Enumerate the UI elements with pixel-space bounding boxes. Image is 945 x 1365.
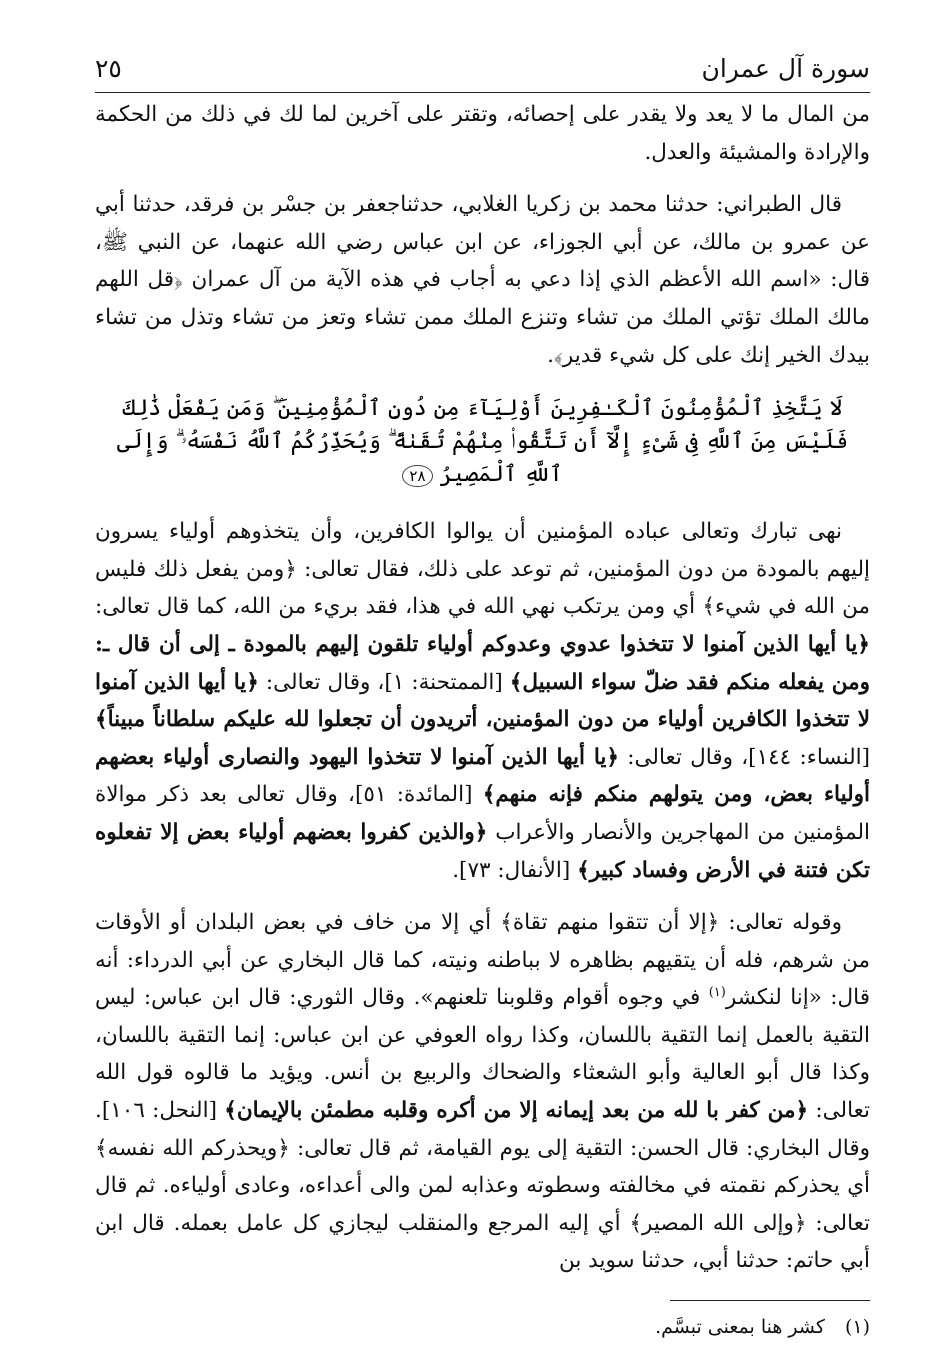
- quran-verse: [95, 392, 870, 491]
- paragraph-3: [95, 513, 870, 889]
- p4-quote-c: ﴿من كفر با لله من بعد إيمانه إلا من أكره وقلبه مطمئن بالإيمان﴾: [224, 1098, 809, 1124]
- p3-quote-b: ﴿يا أيها الذين آمنوا لا تتخذوا عدوي وعدوكم أولياء تلقون إليهم بالمودة ـ إلى أن قال ـ: ومن يفعله منكم فقد ضلّ سواء السبيل﴾: [95, 631, 870, 695]
- p4-text-a: وقوله تعالى: ﴿إلا أن تتقوا منهم تقاة﴾ أي إلا من خاف في بعض البلدان أو الأوقات من شرهم، فله أن يتقيهم بظاهره لا بباطنه ونيته، كما قال البخاري عن أبي الدرداء: أنه قال: «إنا لنكشر: [95, 910, 870, 1011]
- footnote: [95, 1312, 870, 1342]
- p4-text-b: في وجوه أقوام وقلوبنا تلعنهم». وقال الثوري: قال ابن عباس: ليس التقية بالعمل إنما التقية باللسان، وكذا رواه العوفي عن ابن عباس: إنما التقية باللسان، وكذا قال أبو العالية وأبو الشعثاء والضحاك والربيع بن أنس. ويؤيد ما قالوه قول الله تعالى:: [95, 985, 870, 1124]
- p4-text-d: [النحل: ١٠٦]. وقال البخاري: قال الحسن: التقية إلى يوم القيامة، ثم قال تعالى: ﴿ويحذركم الله نفسه﴾ أي يحذركم نقمته في مخالفته وسطوته وعذابه لمن والى أعداءه، وعادى أولياءه. ثم قال تعالى: ﴿وإلى الله المصير﴾ أي إليه المرجع والمنقلب ليجازي كل عامل بعمله. قال ابن أبي حاتم: حدثنا أبي، حدثنا سويد بن: [95, 1098, 870, 1274]
- footnote-number: (١): [844, 1316, 870, 1338]
- surah-title: سورة آل عمران: [701, 54, 870, 83]
- p3-text-a: نهى تبارك وتعالى عباده المؤمنين أن يوالوا الكافرين، وأن يتخذوهم أولياء يسرون إليهم بالمودة من دون المؤمنين، ثم توعد على ذلك، فقال تعالى: ﴿ومن يفعل ذلك فليس من الله في شيء﴾ أي ومن يرتكب نهي الله في هذا، فقد بريء من الله، كما قال تعالى:: [95, 519, 870, 620]
- footnote-text: كشر هنا بمعنى تبسَّم.: [655, 1316, 825, 1338]
- paragraph-4: [95, 904, 870, 1280]
- page-number: ٢٥: [95, 54, 122, 83]
- footnote-divider: [670, 1300, 870, 1301]
- paragraph-1: من المال ما لا يعد ولا يقدر على إحصائه، وتقتر على آخرين لما لك في ذلك من الحكمة والإرادة والمشيئة والعدل.: [95, 102, 870, 165]
- p3-text-c: [الممتحنة: ١]، وقال تعالى:: [258, 669, 510, 695]
- footnote-reference[interactable]: (١): [708, 985, 726, 1001]
- paragraph-2: قال الطبراني: حدثنا محمد بن زكريا الغلابي، حدثناجعفر بن جسْر بن فرقد، حدثنا أبي عن عمرو بن مالك، عن أبي الجوزاء، عن ابن عباس رضي الله عنهما، عن النبي ﷺ، قال: «اسم الله الأعظم الذي إذا دعي به أجاب في هذه الآية من آل عمران ﴿قل اللهم مالك الملك تؤتي الملك من تشاء وتنزع الملك ممن تشاء وتعز من تشاء وتذل من تشاء بيدك الخير إنك على كل شيء قدير﴾.: [95, 192, 870, 368]
- page-header: [95, 50, 870, 93]
- p3-quote-f: ﴿يا أيها الذين آمنوا لا تتخذوا اليهود والنصارى أولياء بعضهم أولياء بعض، ومن يتولهم منكم فإنه منهم﴾: [95, 744, 871, 808]
- page-body: [95, 96, 870, 1295]
- p3-text-i: [الأنفال: ٧٣].: [452, 857, 578, 883]
- verse-text: لَا يَتَّخِذِ ٱلْمُؤْمِنُونَ ٱلْكَـٰفِرِينَ أَوْلِيَآءَ مِن دُونِ ٱلْمُؤْمِنِينَ ۖ وَمَن يَفْعَلْ ذَٰلِكَ فَلَيْسَ مِنَ ٱللَّهِ فِى شَىْءٍ إِلَّآ أَن تَتَّقُوا۟ مِنْهُمْ تُقَىٰةً ۗ وَيُحَذِّرُكُمُ ٱللَّهُ نَفْسَهُۥ ۗ وَإِلَى ٱللَّهِ ٱلْمَصِيرُ: [116, 396, 849, 488]
- p3-quote-h: ﴿والذين كفروا بعضهم أولياء بعض إلا تفعلوه تكن فتنة في الأرض وفساد كبير﴾: [95, 819, 870, 883]
- p3-text-g: [المائدة: ٥١]، وقال تعالى بعد ذكر موالاة المؤمنين من المهاجرين والأنصار والأعراب: [95, 782, 870, 845]
- verse-number: ٢٨: [402, 465, 432, 487]
- p3-text-e: [النساء: ١٤٤]، وقال تعالى:: [618, 744, 870, 770]
- p3-quote-d: ﴿يا أيها الذين آمنوا لا تتخذوا الكافرين أولياء من دون المؤمنين، أتريدون أن تجعلوا لله عليكم سلطاناً مبيناً﴾: [95, 669, 870, 733]
